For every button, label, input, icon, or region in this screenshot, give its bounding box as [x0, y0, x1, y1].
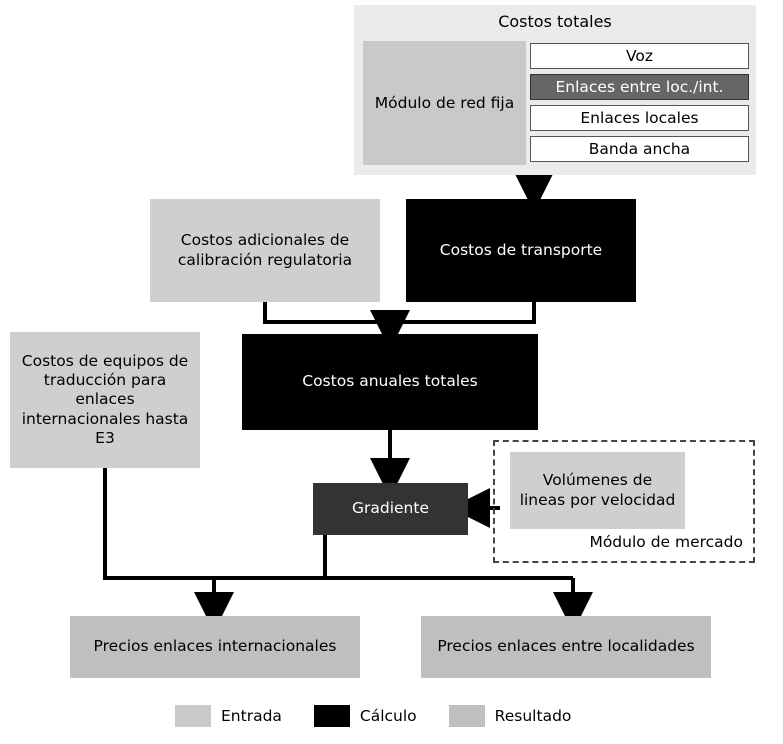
node-modulo-red-fija[interactable]: Módulo de red fija	[363, 41, 526, 165]
node-precios-enlaces-localidades[interactable]: Precios enlaces entre localidades	[421, 616, 711, 678]
node-costos-anuales-totales[interactable]: Costos anuales totales	[242, 334, 538, 430]
sub-item-enlaces-locales[interactable]: Enlaces locales	[530, 105, 749, 131]
node-costos-adicionales[interactable]: Costos adicionales de calibración regulatoria	[150, 199, 380, 302]
sub-item-voz[interactable]: Voz	[530, 43, 749, 69]
costos-totales-title: Costos totales	[498, 12, 612, 31]
node-volumenes-lineas[interactable]: Volúmenes de lineas por velocidad	[510, 452, 685, 529]
legend	[175, 703, 615, 729]
node-precios-enlaces-internacionales[interactable]: Precios enlaces internacionales	[70, 616, 360, 678]
legend-label-calculo: Cálculo	[359, 707, 417, 725]
sub-item-banda-ancha[interactable]: Banda ancha	[530, 136, 749, 162]
legend-label-resultado: Resultado	[494, 707, 572, 725]
node-gradiente[interactable]: Gradiente	[313, 483, 468, 535]
node-costos-equipos[interactable]: Costos de equipos de traducción para enlaces internacionales hasta E3	[10, 332, 200, 468]
legend-swatch-entrada	[175, 705, 211, 727]
legend-label-entrada: Entrada	[221, 707, 282, 725]
modulo-mercado-label: Módulo de mercado	[589, 533, 743, 551]
sub-item-enlaces-loc-int[interactable]: Enlaces entre loc./int.	[530, 74, 749, 100]
legend-swatch-resultado	[449, 705, 485, 727]
legend-swatch-calculo	[314, 705, 350, 727]
node-costos-transporte[interactable]: Costos de transporte	[406, 199, 636, 302]
